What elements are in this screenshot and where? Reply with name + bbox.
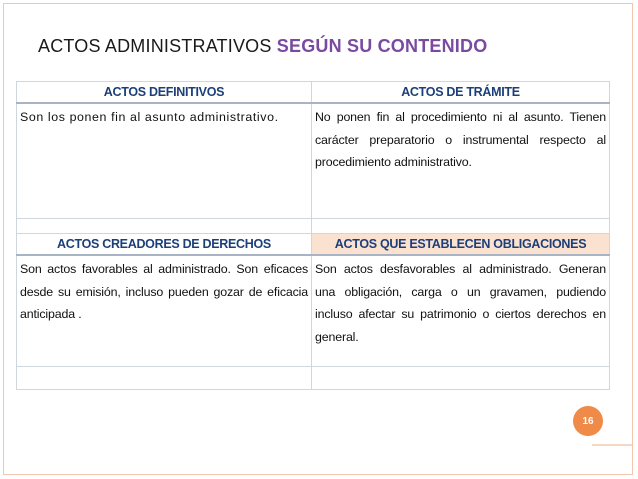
table-cell [17,255,312,367]
table-row [17,255,610,367]
table-row [17,103,610,219]
table-cell [312,103,610,219]
table-cell [17,367,312,390]
title-prefix: ACTOS ADMINISTRATIVOS [38,36,272,56]
table-row [17,367,610,390]
table-row [17,219,610,234]
table-cell [312,367,610,390]
rights-creating-acts-description: Son actos favorables al administrado. Son eficaces desde su emisión, incluso pueden gozar de eficacia anticipada . [20,262,308,321]
table-cell [312,255,610,367]
table-cell [17,103,312,219]
obligation-acts-description: Son actos desfavorables al administrado. Generan una obligación, carga o un gravamen, pudiendo incluso afectar su patrimonio o ciertos derechos en general. [315,262,606,344]
header-definitive-acts: ACTOS DEFINITIVOS [17,82,312,104]
procedural-acts-description: No ponen fin al procedimiento ni al asunto. Tienen carácter preparatorio o instrumental respecto al procedimiento administrativo. [315,110,606,169]
acts-table [16,81,610,390]
header-procedural-acts: ACTOS DE TRÁMITE [312,82,610,104]
table-row [17,82,610,104]
page-number-badge: 16 [573,406,603,436]
title-accent: SEGÚN SU CONTENIDO [276,36,488,56]
header-rights-creating-acts: ACTOS CREADORES DE DERECHOS [17,234,312,256]
table-row [17,234,610,256]
slide-title [38,36,487,57]
table-cell [312,219,610,234]
definitive-acts-description: Son los ponen fin al asunto administrativo. [20,110,279,124]
table-cell [17,219,312,234]
decorative-line [592,444,632,446]
header-obligation-acts: ACTOS QUE ESTABLECEN OBLIGACIONES [312,234,610,256]
